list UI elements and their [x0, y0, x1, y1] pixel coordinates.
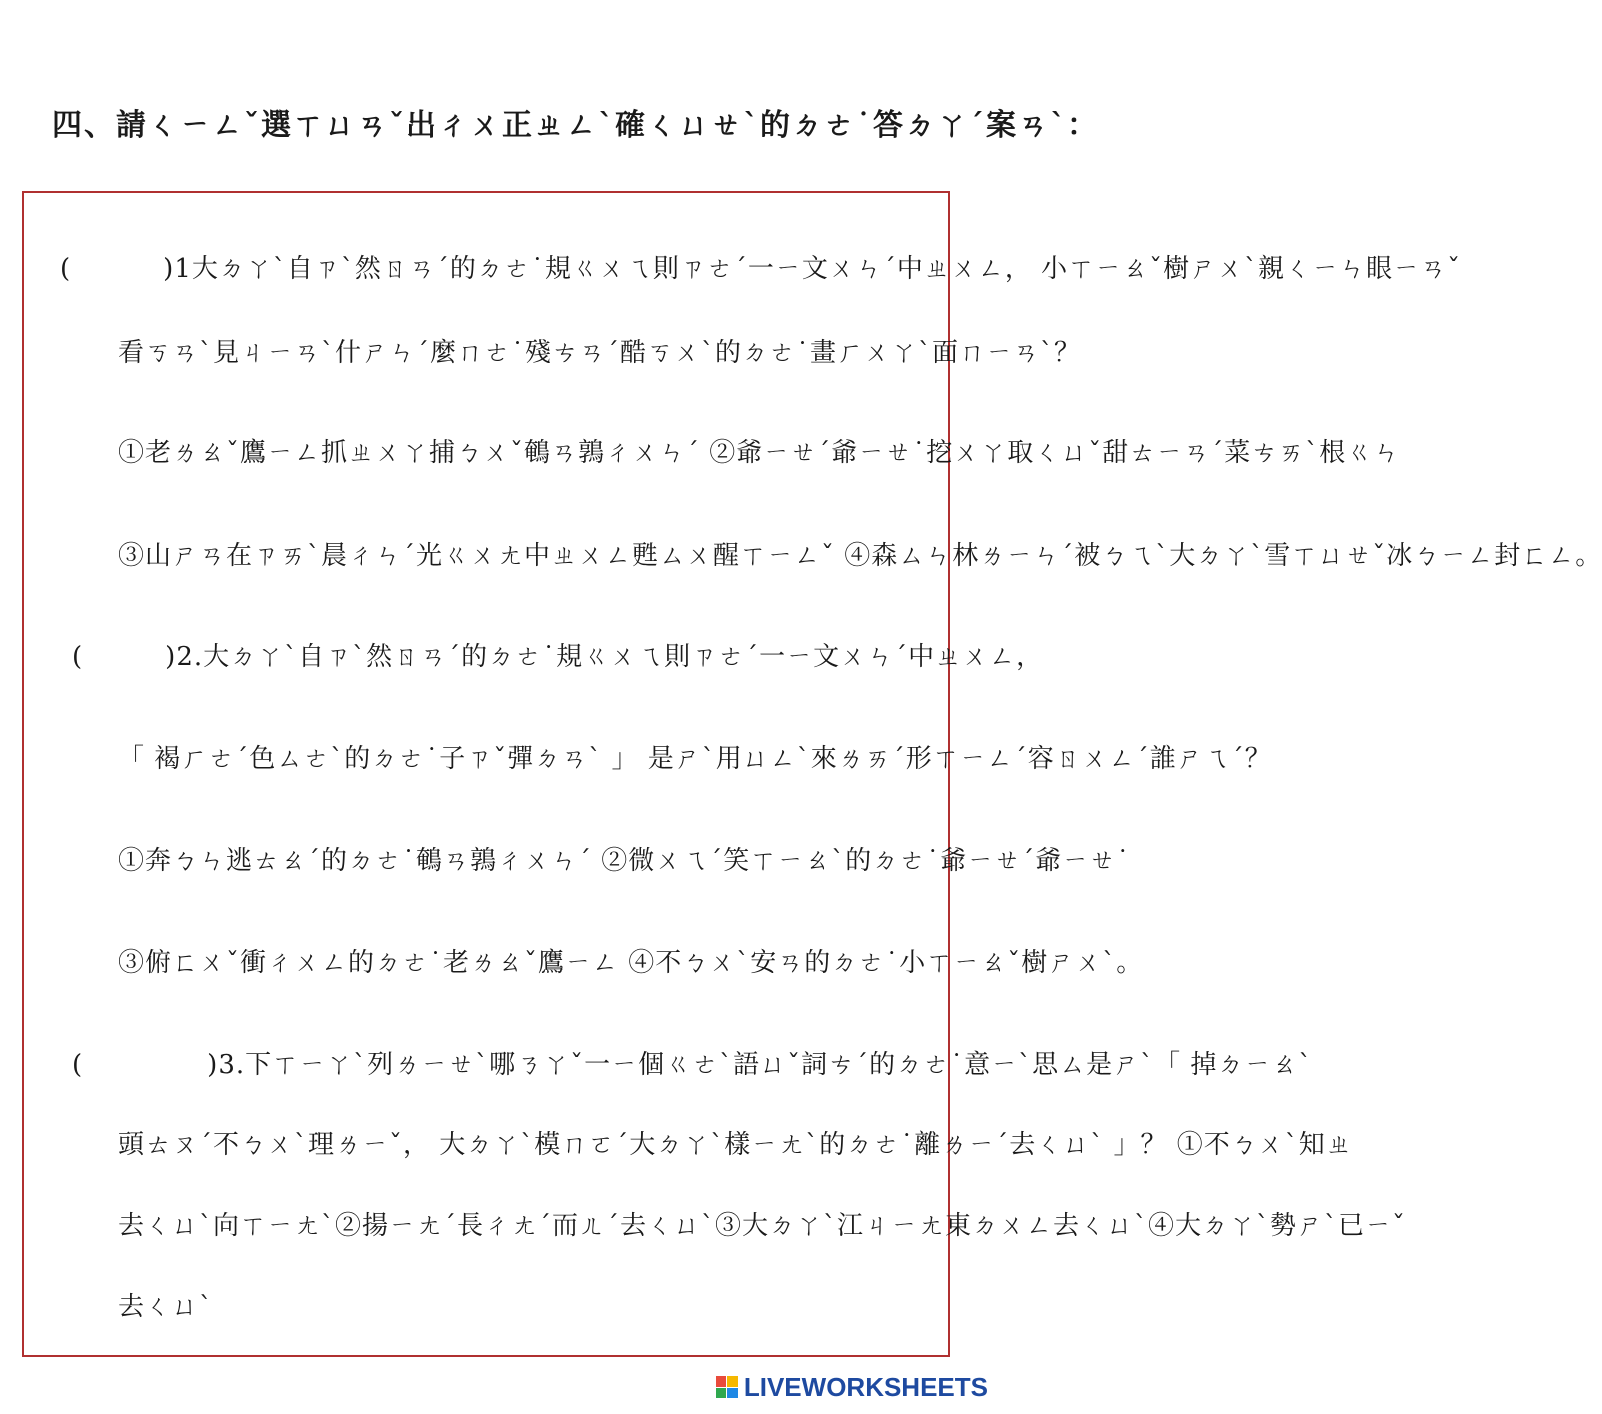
question-2-answer-slot[interactable] — [83, 643, 165, 673]
logo-text: LIVEWORKSHEETS — [743, 1371, 988, 1402]
question-1-open-paren: ( — [60, 254, 72, 284]
question-1-options-1: ①老ㄌㄠˇ鷹ㄧㄥ抓ㄓㄨㄚ捕ㄅㄨˇ鵪ㄢ鶉ㄔㄨㄣˊ ②爺ㄧㄝˊ爺ㄧㄝ˙挖ㄨㄚ取ㄑㄩˇ甜ㄊㄧㄢˊ菜ㄘㄞˋ根ㄍㄣ — [118, 438, 1401, 468]
question-2-line-1 — [72, 636, 1043, 673]
question-3-line-1 — [72, 1044, 1312, 1081]
question-1-options-2: ③山ㄕㄢ在ㄗㄞˋ晨ㄔㄣˊ光ㄍㄨㄤ中ㄓㄨㄥ甦ㄙㄨ醒ㄒㄧㄥˇ ④森ㄙㄣ林ㄌㄧㄣˊ被ㄅㄟˋ大ㄉㄚˋ雪ㄒㄩㄝˇ冰ㄅㄧㄥ封ㄈㄥ。 — [118, 541, 1602, 571]
logo-square-red — [716, 1376, 727, 1387]
question-3-text-1: 3.下ㄒㄧㄚˋ列ㄌㄧㄝˋ哪ㄋㄚˇ一ㄧ個ㄍㄜˋ語ㄩˇ詞ㄘˊ的ㄉㄜ˙意ㄧˋ思ㄙ是ㄕˋ「 掉ㄉㄧㄠˋ — [218, 1050, 1313, 1080]
question-1-line-2: 看ㄎㄢˋ見ㄐㄧㄢˋ什ㄕㄣˊ麼ㄇㄜ˙殘ㄘㄢˊ酷ㄎㄨˋ的ㄉㄜ˙畫ㄏㄨㄚˋ面ㄇㄧㄢˋ？ — [118, 338, 1082, 368]
question-1-answer-slot[interactable] — [71, 255, 163, 285]
question-3-answer-slot[interactable] — [83, 1051, 207, 1081]
question-3-close-paren: ) — [207, 1050, 219, 1080]
logo-squares-icon — [716, 1376, 738, 1398]
question-2-open-paren: ( — [72, 642, 84, 672]
question-3-line-3: 去ㄑㄩˋ向ㄒㄧㄤˋ②揚ㄧㄤˊ長ㄔㄤˊ而ㄦˊ去ㄑㄩˋ③大ㄉㄚˋ江ㄐㄧㄤ東ㄉㄨㄥ去ㄑㄩˋ④大ㄉㄚˋ勢ㄕˋ已ㄧˇ — [118, 1211, 1407, 1241]
question-2-line-2: 「 褐ㄏㄜˊ色ㄙㄜˋ的ㄉㄜ˙子ㄗˇ彈ㄉㄢˋ 」 是ㄕˋ用ㄩㄥˋ來ㄌㄞˊ形ㄒㄧㄥˊ容ㄖㄨㄥˊ誰ㄕㄟˊ？ — [118, 744, 1272, 774]
question-2-close-paren: ) — [165, 642, 177, 672]
question-1-close-paren: ) — [163, 254, 175, 284]
question-1-line-1 — [60, 248, 1461, 285]
question-3-line-4: 去ㄑㄩˋ — [118, 1292, 214, 1322]
logo-square-blue — [727, 1388, 738, 1399]
section-title: 四、請ㄑㄧㄥˇ選ㄒㄩㄢˇ出ㄔㄨ正ㄓㄥˋ確ㄑㄩㄝˋ的ㄉㄜ˙答ㄉㄚˊ案ㄢˋ： — [52, 108, 1099, 143]
question-3-line-2: 頭ㄊㄡˊ不ㄅㄨˋ理ㄌㄧˇ， 大ㄉㄚˋ模ㄇㄛˊ大ㄉㄚˋ樣ㄧㄤˋ的ㄉㄜ˙離ㄌㄧˊ去ㄑㄩˋ 」？ ①不ㄅㄨˋ知ㄓ — [118, 1130, 1353, 1160]
liveworksheets-logo — [716, 1372, 988, 1402]
question-2-options-1: ①奔ㄅㄣ逃ㄊㄠˊ的ㄉㄜ˙鵪ㄢ鶉ㄔㄨㄣˊ ②微ㄨㄟˊ笑ㄒㄧㄠˋ的ㄉㄜ˙爺ㄧㄝˊ爺ㄧㄝ˙ — [118, 846, 1131, 876]
question-2-text-1: 2.大ㄉㄚˋ自ㄗˋ然ㄖㄢˊ的ㄉㄜ˙規ㄍㄨㄟ則ㄗㄜˊ一ㄧ文ㄨㄣˊ中ㄓㄨㄥ， — [176, 642, 1044, 672]
question-1-text-1: 1大ㄉㄚˋ自ㄗˋ然ㄖㄢˊ的ㄉㄜ˙規ㄍㄨㄟ則ㄗㄜˊ一ㄧ文ㄨㄣˊ中ㄓㄨㄥ， 小ㄒㄧㄠˇ樹ㄕㄨˋ親ㄑㄧㄣ眼ㄧㄢˇ — [174, 254, 1462, 284]
question-2-options-2: ③俯ㄈㄨˇ衝ㄔㄨㄥ的ㄉㄜ˙老ㄌㄠˇ鷹ㄧㄥ ④不ㄅㄨˋ安ㄢ的ㄉㄜ˙小ㄒㄧㄠˇ樹ㄕㄨˋ。 — [118, 948, 1144, 978]
logo-square-yellow — [727, 1376, 738, 1387]
question-3-open-paren: ( — [72, 1050, 84, 1080]
logo-square-green — [716, 1388, 727, 1399]
